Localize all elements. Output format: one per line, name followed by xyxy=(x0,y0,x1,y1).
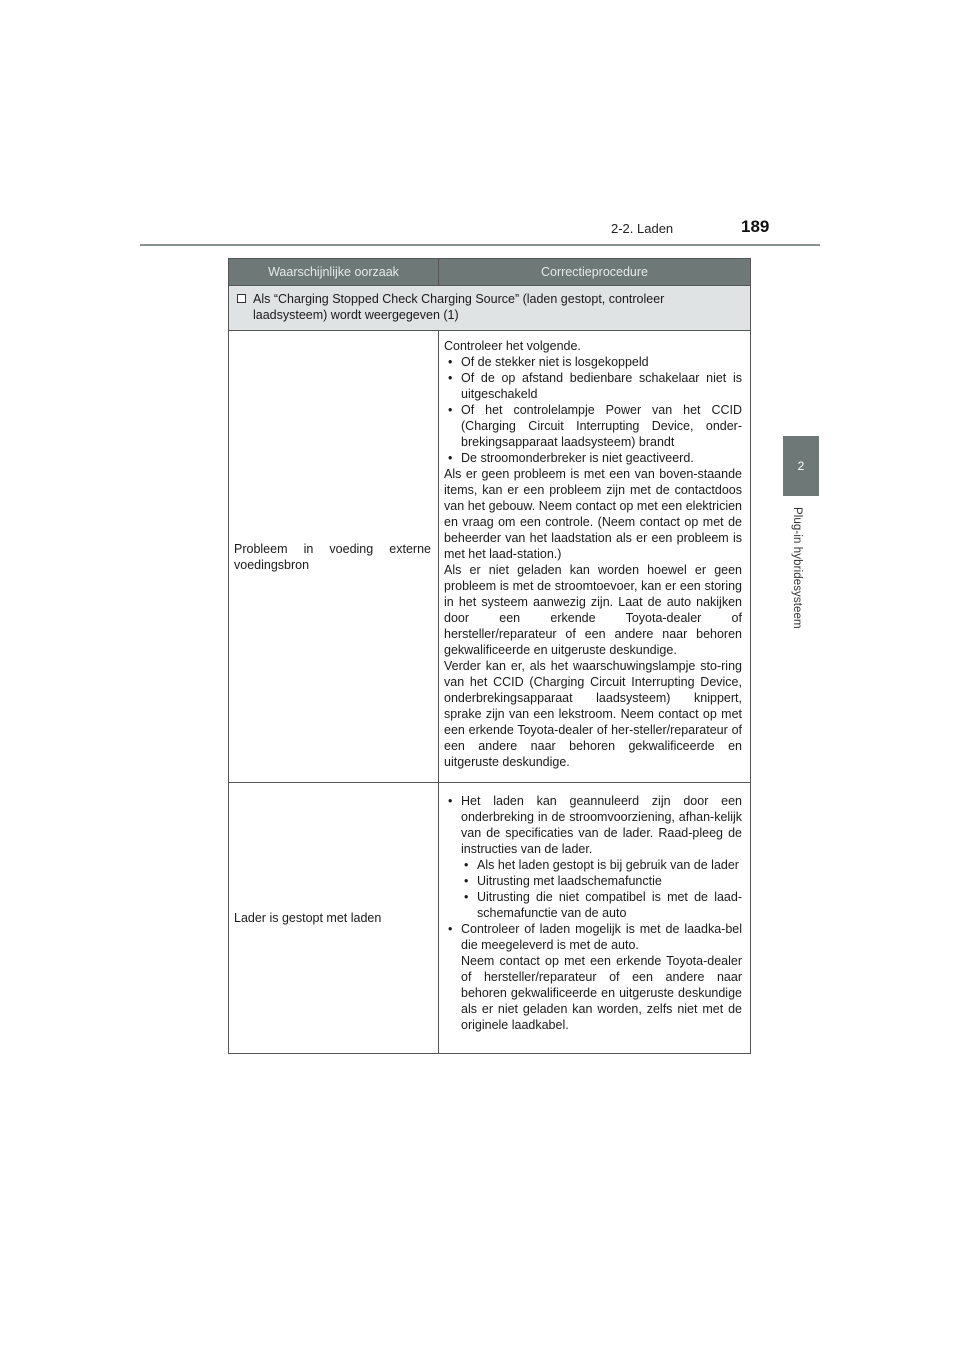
column-header-cause: Waarschijnlijke oorzaak xyxy=(229,259,439,286)
cause-cell: Probleem in voeding externe voedingsbron xyxy=(229,331,439,783)
chapter-label: Plug-in hybridesysteem xyxy=(791,507,803,629)
procedure-sub-bullet: • Uitrusting die niet compatibel is met de laad-schemafunctie van de auto xyxy=(444,889,742,921)
column-header-procedure: Correctieprocedure xyxy=(439,259,751,286)
section-row xyxy=(229,286,751,331)
section-title: 2-2. Laden xyxy=(611,221,674,236)
procedure-cell xyxy=(439,783,751,1054)
check-item: • Of de stekker niet is losgekoppeld xyxy=(444,354,742,370)
table-row xyxy=(229,783,751,1054)
header-divider xyxy=(140,244,820,246)
table-header-row xyxy=(229,259,751,286)
procedure-bullet-continuation: Neem contact op met een erkende Toyota-dealer of hersteller/reparateur of een andere naar behoren gekwalificeerde en uitgeruste deskundige als er niet geladen kan worden, zelfs niet met de originele laadkabel. xyxy=(461,954,742,1032)
cause-cell: Lader is gestopt met laden xyxy=(229,783,439,1054)
section-cell xyxy=(229,286,751,331)
check-item: • Of de op afstand bedienbare schakelaar niet is uitgeschakeld xyxy=(444,370,742,402)
check-item: • Of het controlelampje Power van het CCID (Charging Circuit Interrupting Device, onder-brekingsapparaat laadsysteem) brandt xyxy=(444,402,742,450)
section-title-text: Als “Charging Stopped Check Charging Source” (laden gestopt, controleer laadsysteem) wordt weergegeven (1) xyxy=(253,292,665,322)
procedure-intro: Controleer het volgende. xyxy=(444,339,581,353)
checkbox-icon xyxy=(237,294,246,303)
procedure-paragraph: Als er geen probleem is met een van boven-staande items, kan er een probleem zijn met de contactdoos van het gebouw. Neem contact op met een elektricien en vraag om een controle. (Neem contact op met de beheerder van het laadstation als er een probleem is met het laad-station.) xyxy=(444,467,742,561)
procedure-sub-bullet: • Uitrusting met laadschemafunctie xyxy=(444,873,742,889)
procedure-sub-bullet: • Als het laden gestopt is bij gebruik van de lader xyxy=(444,857,742,873)
page-number: 189 xyxy=(741,217,770,236)
table-row xyxy=(229,331,751,783)
procedure-paragraph: Verder kan er, als het waarschuwingslampje sto-ring van het CCID (Charging Circuit Interrupting Device, onderbrekingsapparaat laadsysteem) knippert, sprake zijn van een lekstroom. Neem contact op met een erkende Toyota-dealer of her-steller/reparateur of een andere naar behoren gekwalificeerde en uitgeruste deskundige. xyxy=(444,659,742,769)
check-item: • De stroomonderbreker is niet geactiveerd. xyxy=(444,450,742,466)
procedure-bullet: • Het laden kan geannuleerd zijn door een onderbreking in de stroomvoorziening, afhan-kelijk van de specificaties van de lader. Raad-pleeg de instructies van de lader. xyxy=(444,793,742,857)
chapter-tab xyxy=(783,436,819,496)
chapter-number: 2 xyxy=(797,459,805,473)
procedure-bullet: • Controleer of laden mogelijk is met de laadka-bel die meegeleverd is met de auto. xyxy=(444,921,742,953)
procedure-paragraph: Als er niet geladen kan worden hoewel er geen probleem is met de stroomtoevoer, kan er een storing in het systeem aanwezig zijn. Laat de auto nakijken door een erkende Toyota-dealer of hersteller/reparateur of een andere naar behoren gekwalificeerde en uitgeruste deskundige. xyxy=(444,563,742,657)
procedure-cell xyxy=(439,331,751,783)
troubleshooting-table xyxy=(228,258,751,1054)
